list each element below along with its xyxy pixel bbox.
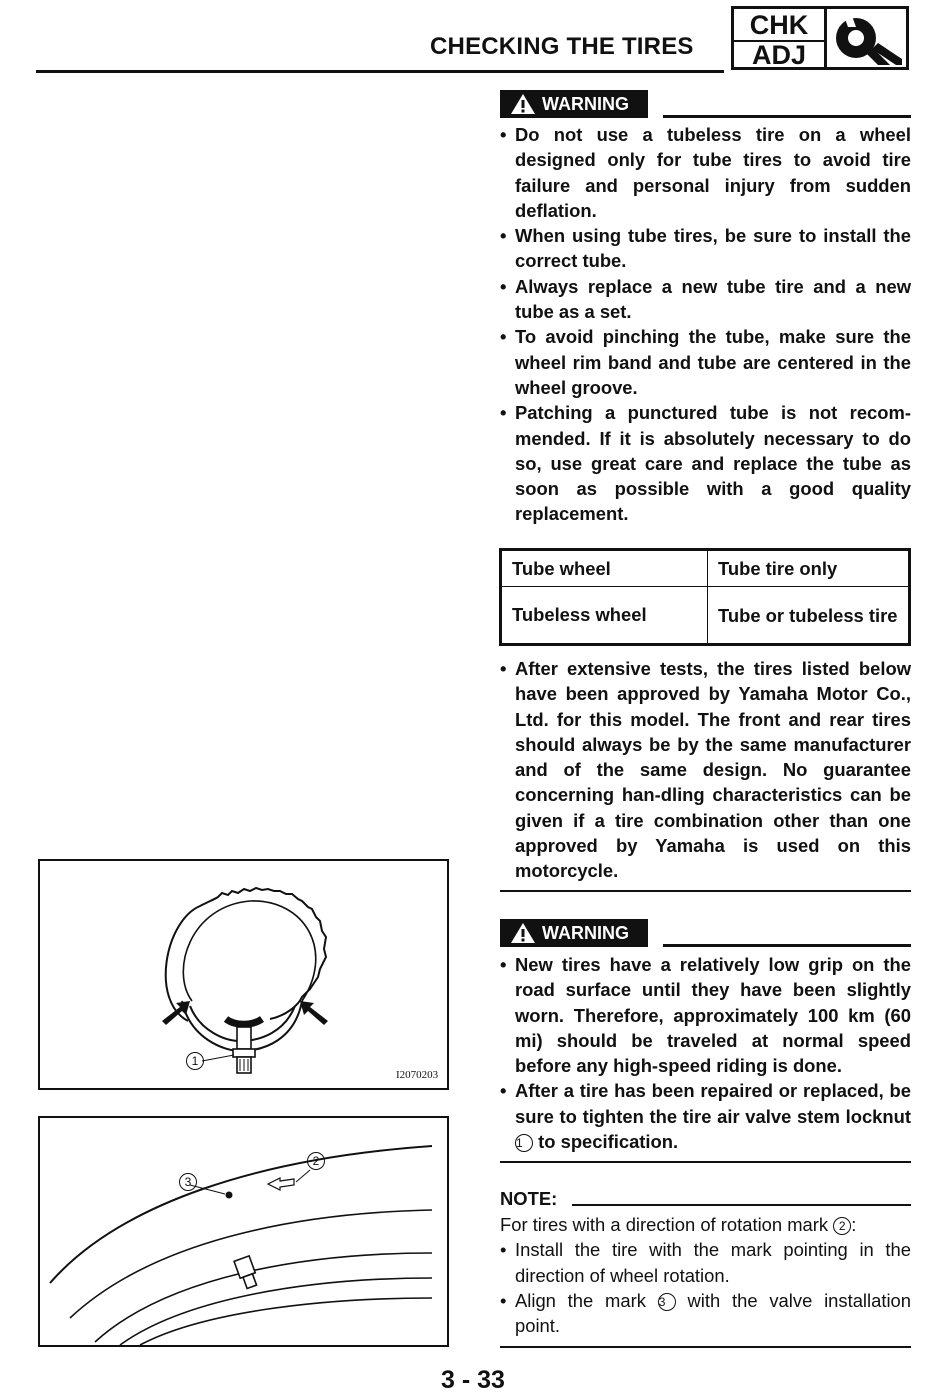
figure-code: I2070203	[396, 1069, 439, 1081]
note-item	[500, 1288, 911, 1339]
warning1-list	[500, 122, 911, 527]
note-intro-text: For tires with a direction of rotation mark	[500, 1214, 829, 1235]
callout-number: 1	[515, 1134, 533, 1152]
chk-adj-badge	[731, 6, 909, 70]
callout-number: 1	[186, 1052, 204, 1070]
badge-adj-label: ADJ	[751, 40, 806, 70]
callout-number: 2	[833, 1217, 851, 1235]
callout-number: 3	[179, 1173, 197, 1191]
callout-number: 3	[658, 1293, 676, 1311]
note-rule	[572, 1204, 911, 1206]
note-intro-text: :	[851, 1214, 857, 1235]
tire-rotation-mark-figure	[38, 1116, 449, 1347]
table-cell: Tube wheel	[501, 550, 708, 587]
warning-rule	[663, 944, 911, 947]
warning-label-text: WARNING	[542, 923, 629, 943]
warning2-item	[500, 1078, 911, 1154]
tire-cross-section-figure	[38, 859, 449, 1090]
callout-number: 2	[307, 1152, 325, 1170]
note-intro	[500, 1212, 911, 1237]
page-title: CHECKING THE TIRES	[430, 33, 694, 60]
note-item: • Install the tire with the mark pointing in the direction of wheel rotation.	[500, 1237, 911, 1288]
warning-label	[500, 90, 648, 118]
tire-rotation-mark-drawing	[40, 1118, 447, 1345]
warning2-item: • New tires have a relatively low grip on the road surface until they have been slightly worn. Therefore, approximately 100 km (60 mi) should be traveled at normal speed before any high-speed riding is done.	[500, 952, 911, 1078]
approval-note-text: • After extensive tests, the tires listed below have been approved by Yamaha Motor Co., Ltd. for this model. The front and rear tires should always be by the same manufacturer and of the same design. No guarantee concerning han-dling characteristics can be given if a tire combination other than one approved by Yamaha is used on this motorcycle.	[500, 656, 911, 884]
title-rule	[36, 70, 724, 73]
note-item-text: with the valve installation point.	[515, 1289, 911, 1337]
warning-triangle-icon	[510, 922, 536, 944]
wrench-icon	[830, 13, 904, 67]
warning2-list	[500, 952, 911, 1154]
section-rule	[500, 1161, 911, 1163]
table-cell: Tube tire only	[708, 550, 910, 587]
warning1-item: • When using tube tires, be sure to install the correct tube.	[500, 223, 911, 274]
warning1-item: • Do not use a tubeless tire on a wheel designed only for tube tires to avoid tire failure and personal injury from sudden deflation.	[500, 122, 911, 223]
page-number: 3 - 33	[441, 1366, 505, 1394]
table-cell: Tube or tubeless tire	[708, 587, 910, 645]
section-rule	[500, 1346, 911, 1348]
note-body	[500, 1212, 911, 1338]
tire-type-table	[499, 548, 911, 646]
table-cell: Tubeless wheel	[501, 587, 708, 645]
table-row	[501, 550, 910, 587]
warning1-item: • To avoid pinching the tube, make sure the wheel rim band and tube are centered in the wheel groove.	[500, 324, 911, 400]
badge-chk-label: CHK	[734, 9, 824, 42]
warning-label	[500, 919, 648, 947]
tire-cross-section-drawing	[40, 861, 447, 1088]
warning2-item-text: After a tire has been repaired or replaced, be sure to tighten the tire air valve stem locknut	[515, 1080, 911, 1127]
warning1-item: • Always replace a new tube tire and a new tube as a set.	[500, 274, 911, 325]
warning2-item-text: to specification.	[538, 1131, 679, 1153]
table-row	[501, 587, 910, 645]
section-rule	[500, 890, 911, 892]
note-label: NOTE:	[500, 1188, 558, 1209]
warning1-item: • Patching a punctured tube is not recom-mended. If it is absolutely necessary to do so, use great care and replace the tube as soon as possible with a good quality replacement.	[500, 400, 911, 526]
note-item-text: Align the mark	[515, 1289, 646, 1311]
approval-note	[500, 656, 911, 884]
warning-rule	[663, 115, 911, 118]
warning-label-text: WARNING	[542, 94, 629, 114]
warning-triangle-icon	[510, 93, 536, 115]
